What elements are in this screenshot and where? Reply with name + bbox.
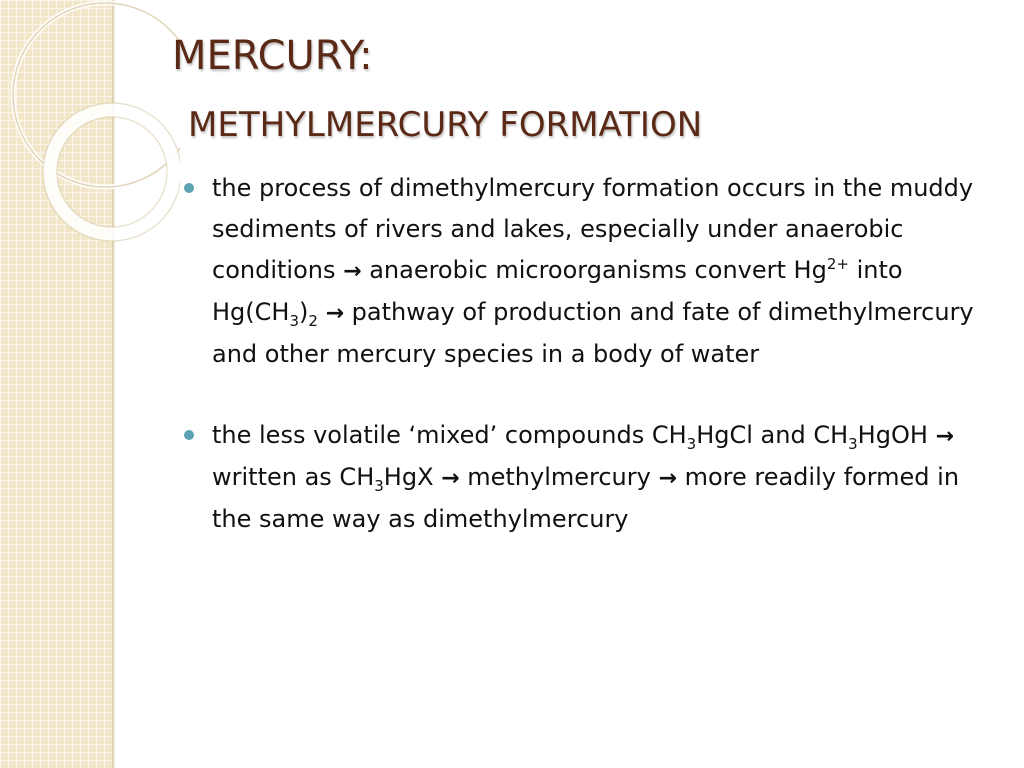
superscript-charge: 2+ [826, 255, 849, 273]
bullet2-text-4: written as CH [212, 463, 375, 491]
right-arrow-icon: → [441, 466, 460, 491]
decorative-rings [0, 0, 180, 260]
right-arrow-icon: → [343, 259, 362, 284]
bullet-dot-icon [184, 183, 194, 193]
bullet2-text-5: HgX [383, 463, 434, 491]
bullet-item-methylmercury [182, 415, 992, 540]
subscript-3: 3 [374, 476, 384, 495]
right-arrow-icon: → [325, 301, 344, 326]
bullet2-text-6: methylmercury [467, 463, 651, 491]
subscript-3: 3 [686, 434, 697, 453]
bullet-list [182, 168, 992, 540]
decorative-ring-large [13, 3, 180, 187]
bullet2-text-7: more readily formed in the same way as dimethylmercury [212, 463, 960, 533]
subscript-3: 3 [848, 434, 858, 453]
right-arrow-icon: → [658, 466, 677, 491]
bullet-dot-icon [184, 430, 194, 440]
subscript-2: 2 [308, 311, 318, 330]
decorative-ring-small-inner [57, 117, 167, 227]
right-arrow-icon: → [935, 424, 954, 449]
bullet1-text-5: pathway of production and fate of dimethylmercury and other mercury species in a body of water [212, 298, 974, 368]
bullet1-text-4: ) [299, 298, 309, 326]
bullet2-text-2: HgCl and CH [696, 421, 849, 449]
subscript-3: 3 [289, 311, 299, 330]
slide-title: MERCURY: [172, 33, 373, 79]
bullet-item-dimethylmercury-formation [182, 168, 992, 375]
slide-subtitle: METHYLMERCURY FORMATION [188, 105, 703, 145]
bullet1-text-2: anaerobic microorganisms convert Hg [369, 256, 827, 284]
bullet2-text-3: HgOH [857, 421, 928, 449]
bullet2-text-1: the less volatile ‘mixed’ compounds CH [212, 421, 687, 449]
bullet1-text-1: the process of dimethylmercury formation occurs in the muddy sediments of rivers and lakes, especially under anaerobic conditions [212, 174, 974, 284]
bullet1-text-3: into Hg(CH [212, 256, 903, 326]
